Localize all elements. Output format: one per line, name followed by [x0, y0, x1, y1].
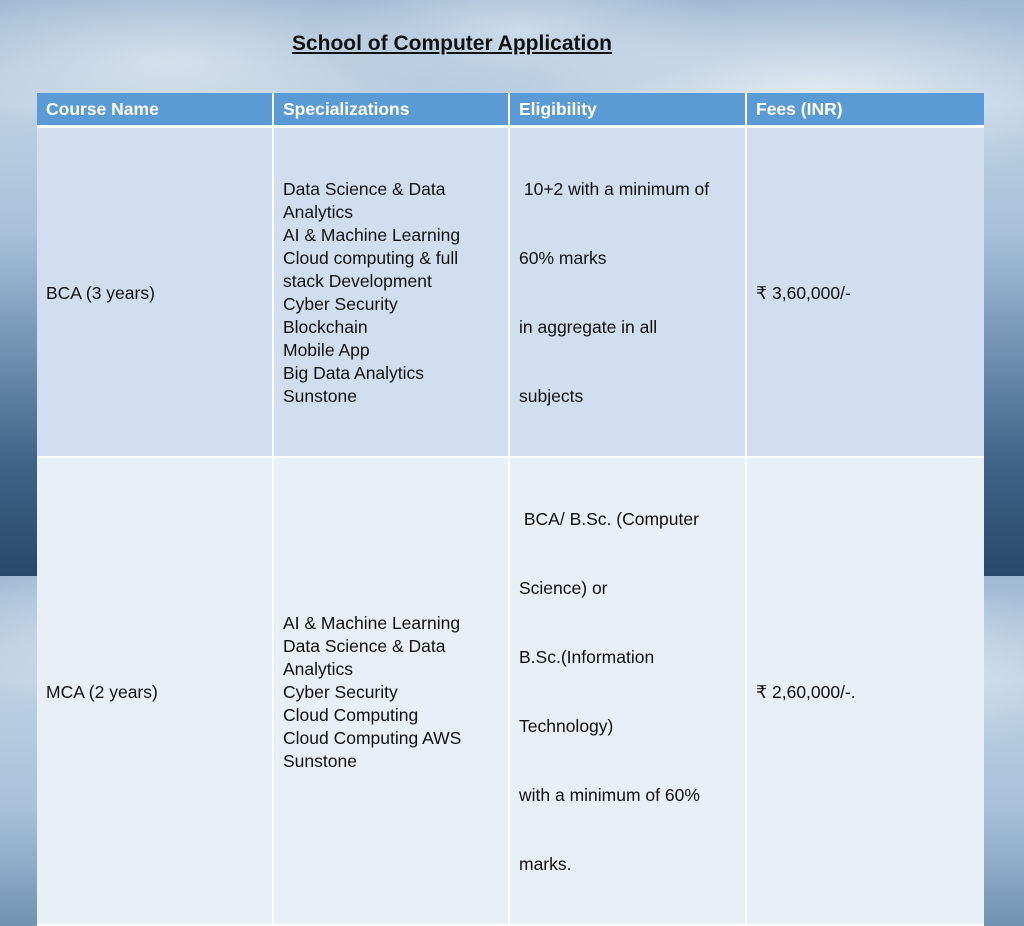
eligibility-line: BCA/ B.Sc. (Computer — [519, 509, 699, 529]
specialization-line: AI & Machine Learning — [283, 612, 461, 633]
specializations-cell — [273, 127, 509, 458]
specialization-line: Sunstone — [283, 386, 357, 406]
header-course-name: Course Name — [37, 93, 273, 127]
specialization-line: Sunstone — [283, 750, 357, 771]
eligibility-line: marks. — [519, 854, 572, 874]
header-fees: Fees (INR) — [746, 93, 984, 127]
specialization-line: Mobile App — [283, 340, 370, 360]
eligibility-line: in aggregate in all — [519, 317, 658, 337]
eligibility-line: B.Sc.(Information — [519, 647, 655, 667]
eligibility-line: 10+2 with a minimum of — [519, 179, 710, 199]
specialization-line: Data Science & Data — [283, 635, 446, 656]
page-title-text: School of Computer Application — [291, 32, 613, 55]
header-specializations: Specializations — [273, 93, 509, 127]
fees-cell: ₹ 2,60,000/-. — [746, 457, 984, 925]
page-title — [0, 32, 964, 56]
specialization-line: Blockchain — [283, 317, 368, 337]
eligibility-line: 60% marks — [519, 248, 607, 268]
eligibility-line: Science) or — [519, 578, 608, 598]
course-name-cell: MCA (2 years) — [37, 457, 273, 925]
specialization-line: Cloud Computing AWS — [283, 727, 462, 748]
specialization-line: Cloud computing & full — [283, 248, 459, 268]
specialization-line: Data Science & Data — [283, 179, 446, 199]
table-row — [37, 457, 984, 925]
table-header-row — [37, 93, 984, 127]
eligibility-line: Technology) — [519, 716, 614, 736]
eligibility-line: subjects — [519, 386, 584, 406]
specialization-line: Big Data Analytics — [283, 363, 425, 383]
specialization-line: Analytics — [283, 202, 354, 222]
specializations-cell — [273, 457, 509, 925]
specialization-line: Cloud Computing — [283, 704, 419, 725]
specialization-line: stack Development — [283, 271, 432, 291]
eligibility-cell — [509, 127, 746, 458]
courses-table — [37, 93, 984, 926]
table-row — [37, 127, 984, 458]
fees-cell: ₹ 3,60,000/- — [746, 127, 984, 458]
eligibility-line: with a minimum of 60% — [519, 785, 700, 805]
header-eligibility: Eligibility — [509, 93, 746, 127]
eligibility-cell — [509, 457, 746, 925]
specialization-line: Analytics — [283, 658, 354, 679]
specialization-line: Cyber Security — [283, 681, 398, 702]
specialization-line: Cyber Security — [283, 294, 398, 314]
course-name-cell: BCA (3 years) — [37, 127, 273, 458]
specialization-line: AI & Machine Learning — [283, 225, 461, 245]
